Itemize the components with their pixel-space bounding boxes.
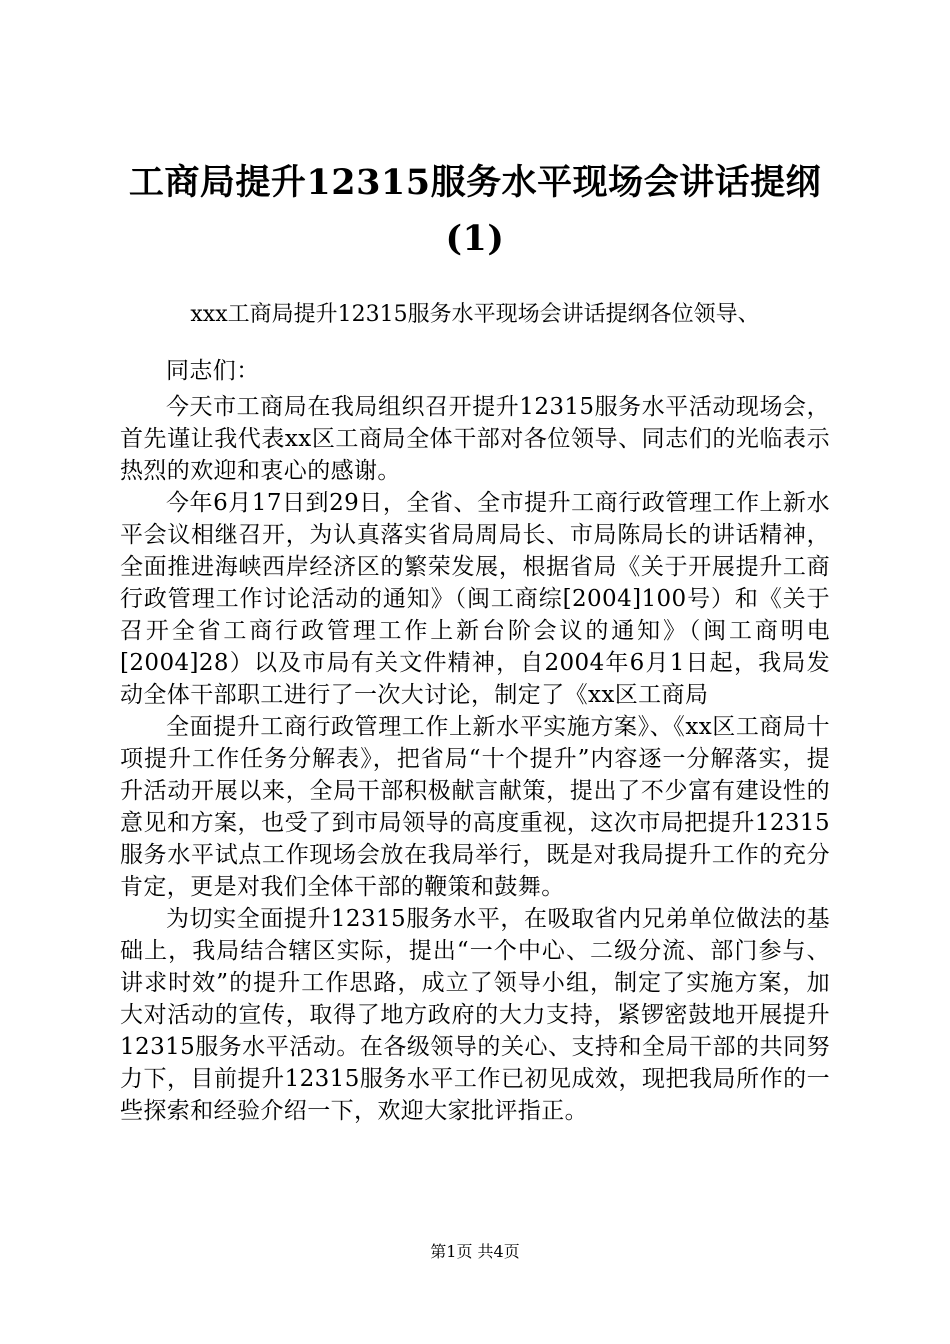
paragraph-salutation: 同志们： bbox=[166, 358, 260, 384]
document-title-line1: 工商局提升12315服务水平现场会讲话提纲 bbox=[128, 162, 822, 203]
paragraph-4: 为切实全面提升12315服务水平，在吸取省内兄弟单位做法的基础上，我局结合辖区实际，提出“一个中心、二级分流、部门参与、讲求时效”的提升工作思路，成立了领导小组，制定了实施方案，加大对活动的宣传，取得了地方政府的大力支持，紧锣密鼓地开展提升12315服务水平活动。在各级领导的关心、支持和全局干部的共同努力下，目前提升12315服务水平工作已初见成效，现把我局所作的一些探索和经验介绍一下，欢迎大家批评指正。 bbox=[120, 906, 830, 1124]
page-footer: 第1页 共4页 bbox=[430, 1242, 520, 1261]
document-title-line2: (1) bbox=[445, 218, 505, 259]
paragraph-2: 今年6月17日到29日，全省、全市提升工商行政管理工作上新水平会议相继召开，为认真落实省局周局长、市局陈局长的讲话精神，全面推进海峡西岸经济区的繁荣发展，根据省局《关于开展提升工商行政管理工作讨论活动的通知》（闽工商综[2004]100号）和《关于召开全省工商行政管理工作上新台阶会议的通知》（闽工商明电[2004]28）以及市局有关文件精神，自2004年6月1日起，我局发动全体干部职工进行了一次大讨论，制定了《xx区工商局 bbox=[120, 490, 830, 708]
paragraph-1: 今天市工商局在我局组织召开提升12315服务水平活动现场会，首先谨让我代表xx区工商局全体干部对各位领导、同志们的光临表示热烈的欢迎和衷心的感谢。 bbox=[120, 394, 830, 484]
paragraph-3: 全面提升工商行政管理工作上新水平实施方案》、《xx区工商局十项提升工作任务分解表》，把省局“十个提升”内容逐一分解落实，提升活动开展以来，全局干部积极献言献策，提出了不少富有建设性的意见和方案，也受了到市局领导的高度重视，这次市局把提升12315服务水平试点工作现场会放在我局举行，既是对我局提升工作的充分肯定，更是对我们全体干部的鞭策和鼓舞。 bbox=[120, 714, 830, 900]
document-body bbox=[120, 355, 830, 1127]
document-subtitle: xxx工商局提升12315服务水平现场会讲话提纲各位领导、 bbox=[190, 302, 760, 327]
